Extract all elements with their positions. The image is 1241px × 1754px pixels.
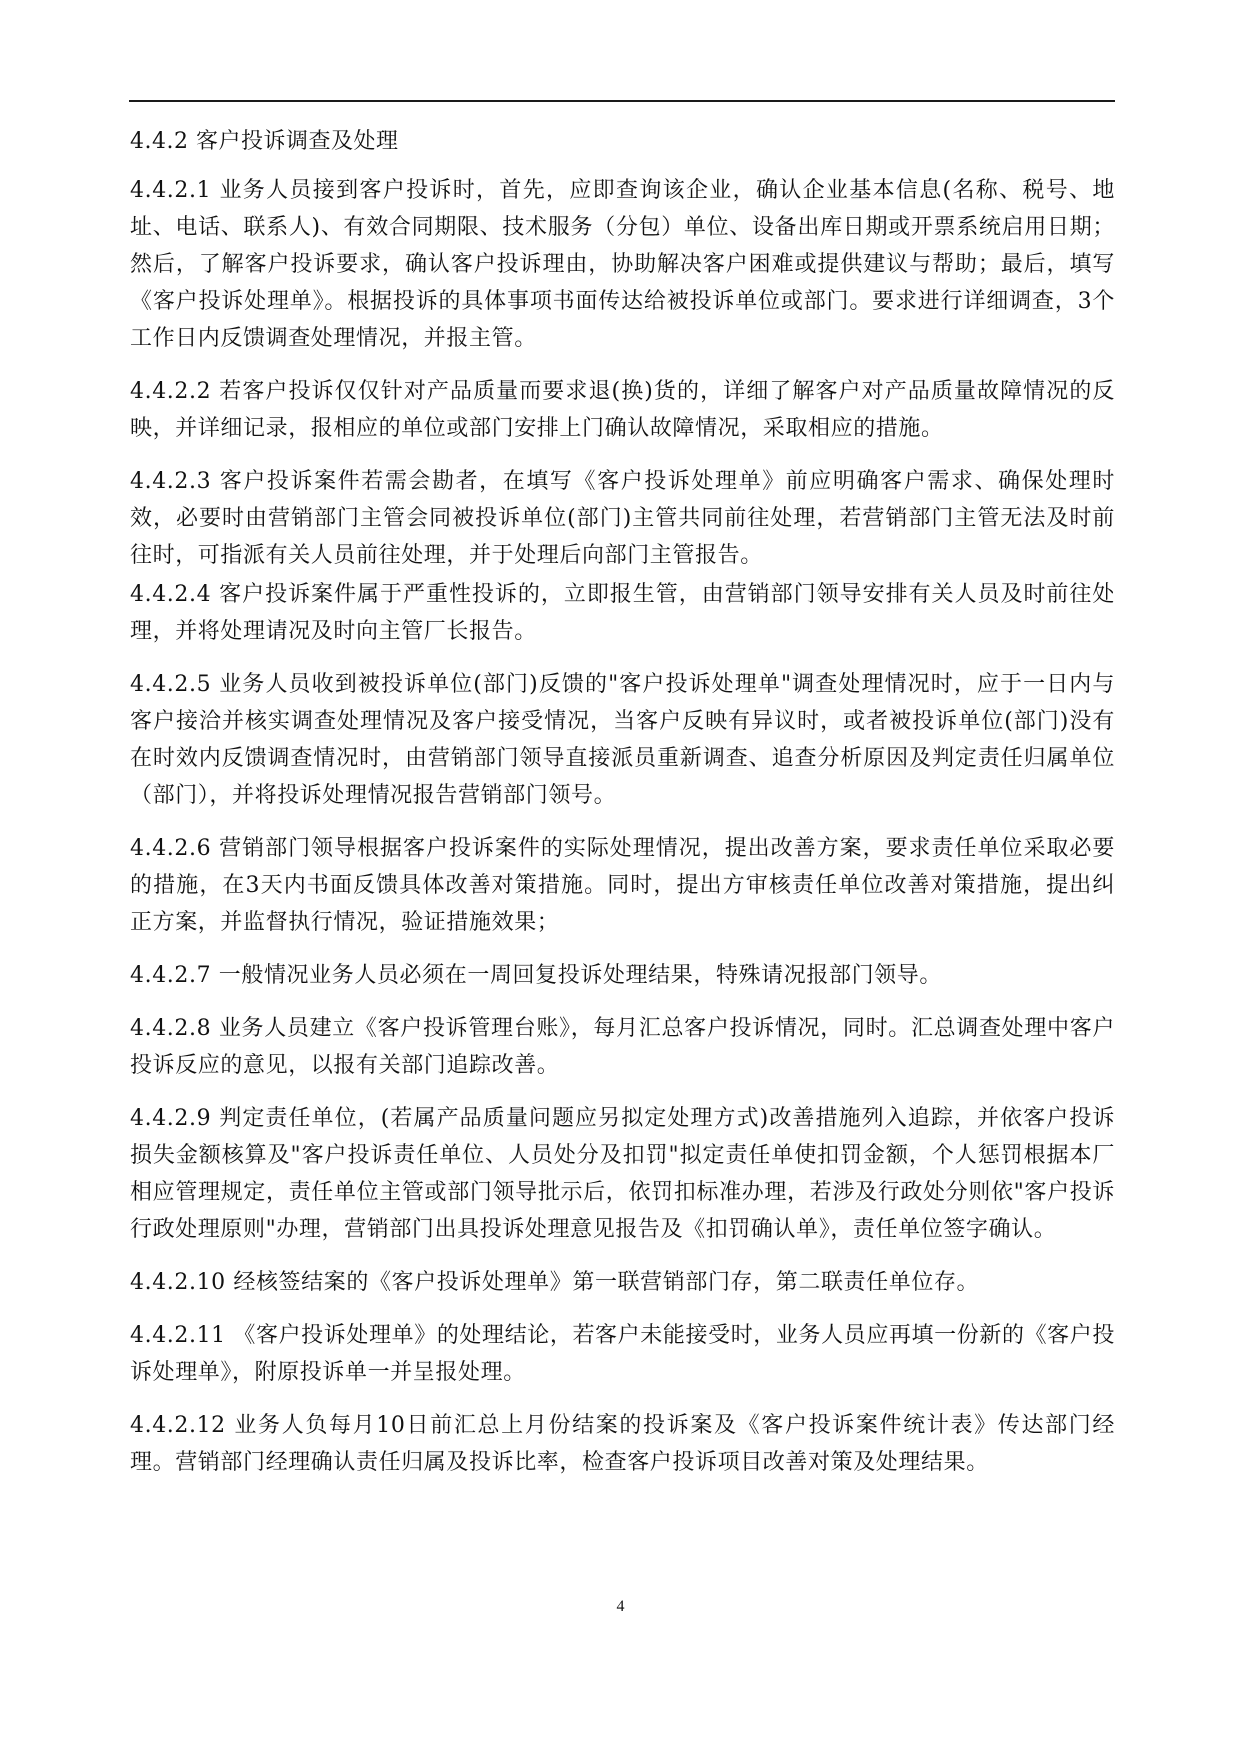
paragraph-4-4-2-5: 4.4.2.5 业务人员收到被投诉单位(部门)反馈的"客户投诉处理单"调查处理情况时，应于一日内与客户接洽并核实调查处理情况及客户接受情况，当客户反映有异议时，或者被投诉单位(部门)没有在时效内反馈调查情况时，由营销部门领导直接派员重新调查、追查分析原因及判定责任归属单位（部门），并将投诉处理情况报告营销部门领号。 xyxy=(130,672,1115,808)
paragraph-4-4-2-8: 4.4.2.8 业务人员建立《客户投诉管理台账》，每月汇总客户投诉情况，同时。汇总调查处理中客户投诉反应的意见，以报有关部门追踪改善。 xyxy=(130,1016,1115,1078)
page-number: 4 xyxy=(616,1598,625,1615)
paragraph-4-4-2-3: 4.4.2.3 客户投诉案件若需会勘者，在填写《客户投诉处理单》前应明确客户需求、确保处理时效，必要时由营销部门主管会同被投诉单位(部门)主管共同前往处理，若营销部门主管无法及时前往时，可指派有关人员前往处理，并于处理后向部门主管报告。 xyxy=(130,469,1115,568)
paragraph-4-4-2-6: 4.4.2.6 营销部门领导根据客户投诉案件的实际处理情况，提出改善方案，要求责任单位采取必要的措施，在3天内书面反馈具体改善对策措施。同时，提出方审核责任单位改善对策措施，提出纠正方案，并监督执行情况，验证措施效果； xyxy=(130,836,1115,935)
section-heading: 4.4.2 客户投诉调查及处理 xyxy=(130,129,399,154)
paragraph-4-4-2-9: 4.4.2.9 判定责任单位，(若属产品质量问题应另拟定处理方式)改善措施列入追踪，并依客户投诉损失金额核算及"客户投诉责任单位、人员处分及扣罚"拟定责任单使扣罚金额，个人惩罚根据本厂相应管理规定，责任单位主管或部门领导批示后，依罚扣标准办理，若涉及行政处分则依"客户投诉行政处理原则"办理，营销部门出具投诉处理意见报告及《扣罚确认单》，责任单位签字确认。 xyxy=(130,1106,1115,1242)
paragraph-4-4-2-4: 4.4.2.4 客户投诉案件属于严重性投诉的，立即报生管，由营销部门领导安排有关人员及时前往处理，并将处理请况及时向主管厂长报告。 xyxy=(130,582,1115,644)
paragraph-4-4-2-7: 4.4.2.7 一般情况业务人员必须在一周回复投诉处理结果，特殊请况报部门领导。 xyxy=(130,963,942,988)
header-rule xyxy=(129,100,1115,102)
paragraph-4-4-2-1: 4.4.2.1 业务人员接到客户投诉时，首先，应即查询该企业，确认企业基本信息(名称、税号、地址、电话、联系人)、有效合同期限、技术服务（分包）单位、设备出库日期或开票系统启用日期；然后，了解客户投诉要求，确认客户投诉理由，协助解决客户困难或提供建议与帮助；最后，填写《客户投诉处理单》。根据投诉的具体事项书面传达给被投诉单位或部门。要求进行详细调查，3个工作日内反馈调查处理情况，并报主管。 xyxy=(130,178,1115,351)
paragraph-4-4-2-11: 4.4.2.11 《客户投诉处理单》的处理结论，若客户未能接受时，业务人员应再填一份新的《客户投诉处理单》，附原投诉单一并呈报处理。 xyxy=(130,1323,1115,1385)
paragraph-4-4-2-2: 4.4.2.2 若客户投诉仅仅针对产品质量而要求退(换)货的，详细了解客户对产品质量故障情况的反映，并详细记录，报相应的单位或部门安排上门确认故障情况，采取相应的措施。 xyxy=(130,379,1115,441)
document-body xyxy=(130,122,1115,1497)
paragraph-4-4-2-10: 4.4.2.10 经核签结案的《客户投诉处理单》第一联营销部门存，第二联责任单位存。 xyxy=(130,1270,980,1295)
paragraph-4-4-2-12: 4.4.2.12 业务人负每月10日前汇总上月份结案的投诉案及《客户投诉案件统计表》传达部门经理。营销部门经理确认责任归属及投诉比率，检查客户投诉项目改善对策及处理结果。 xyxy=(130,1413,1115,1475)
